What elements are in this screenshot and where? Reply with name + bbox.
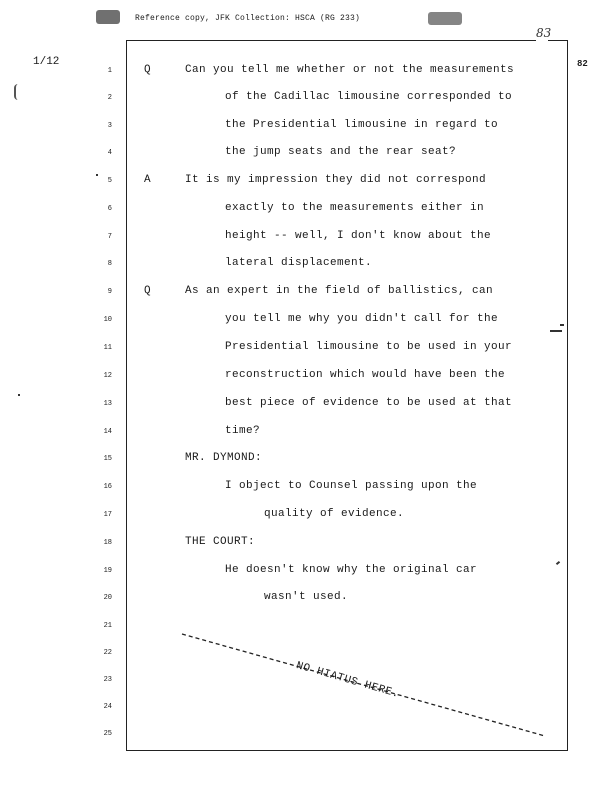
transcript-text: It is my impression they did not correspond (185, 174, 487, 186)
transcript-text: exactly to the measurements either in (225, 202, 485, 214)
transcript-text: the jump seats and the rear seat? (225, 146, 457, 158)
line-number: 19 (103, 567, 112, 575)
line-number: 11 (103, 344, 112, 352)
line-number: 5 (107, 177, 112, 185)
transcript-text: quality of evidence. (264, 508, 405, 520)
transcript-text: height -- well, I don't know about the (225, 230, 492, 242)
line-number: 10 (103, 316, 112, 324)
margin-dot (18, 394, 20, 396)
line-number: 2 (107, 94, 112, 102)
margin-dot (96, 174, 98, 176)
transcript-text: Can you tell me whether or not the measurements (185, 64, 515, 76)
transcript-text: the Presidential limousine in regard to (225, 119, 499, 131)
line-number: 17 (103, 511, 112, 519)
line-number: 12 (103, 372, 112, 380)
transcript-text: time? (225, 425, 261, 437)
speaker-label: Q (144, 285, 151, 297)
line-number: 18 (103, 539, 112, 547)
transcript-text: reconstruction which would have been the (225, 369, 506, 381)
transcript-text: you tell me why you didn't call for the (225, 313, 499, 325)
transcript-text: THE COURT: (185, 536, 256, 548)
side-page-number: 82 (577, 59, 588, 69)
line-number: 9 (107, 288, 112, 296)
line-number: 21 (103, 622, 112, 630)
transcript-text: of the Cadillac limousine corresponded to (225, 91, 513, 103)
line-number: 1 (107, 67, 112, 75)
transcript-text: wasn't used. (264, 591, 349, 603)
line-number: 25 (103, 730, 112, 738)
line-number: 24 (103, 703, 112, 711)
transcript-text: MR. DYMOND: (185, 452, 263, 464)
transcript-text: As an expert in the field of ballistics, can (185, 285, 494, 297)
line-number: 3 (107, 122, 112, 130)
transcript-text: lateral displacement. (225, 257, 373, 269)
transcript-text: Presidential limousine to be used in your (225, 341, 513, 353)
line-number: 16 (103, 483, 112, 491)
line-number: 13 (103, 400, 112, 408)
speaker-label: Q (144, 64, 151, 76)
line-number: 14 (103, 428, 112, 436)
stamp-text: NO HIATUS HERE. (294, 660, 401, 701)
transcript-text: best piece of evidence to be used at that (225, 397, 513, 409)
header-smudge-left (96, 10, 120, 24)
line-number: 4 (107, 149, 112, 157)
collection-header: Reference copy, JFK Collection: HSCA (RG 233) (135, 14, 361, 23)
transcript-text: He doesn't know why the original car (225, 564, 478, 576)
handwritten-page-number: 83 (536, 26, 552, 40)
transcript-text: I object to Counsel passing upon the (225, 480, 478, 492)
line-number: 22 (103, 649, 112, 657)
line-number: 15 (103, 455, 112, 463)
line-number: 20 (103, 594, 112, 602)
speaker-label: A (144, 174, 151, 186)
page-id: 1/12 (33, 56, 60, 68)
margin-mark (14, 84, 22, 100)
line-number: 7 (107, 233, 112, 241)
line-number: 23 (103, 676, 112, 684)
line-number: 6 (107, 205, 112, 213)
line-number: 8 (107, 260, 112, 268)
header-smudge-right (428, 12, 462, 25)
no-hiatus-stamp (180, 628, 550, 738)
